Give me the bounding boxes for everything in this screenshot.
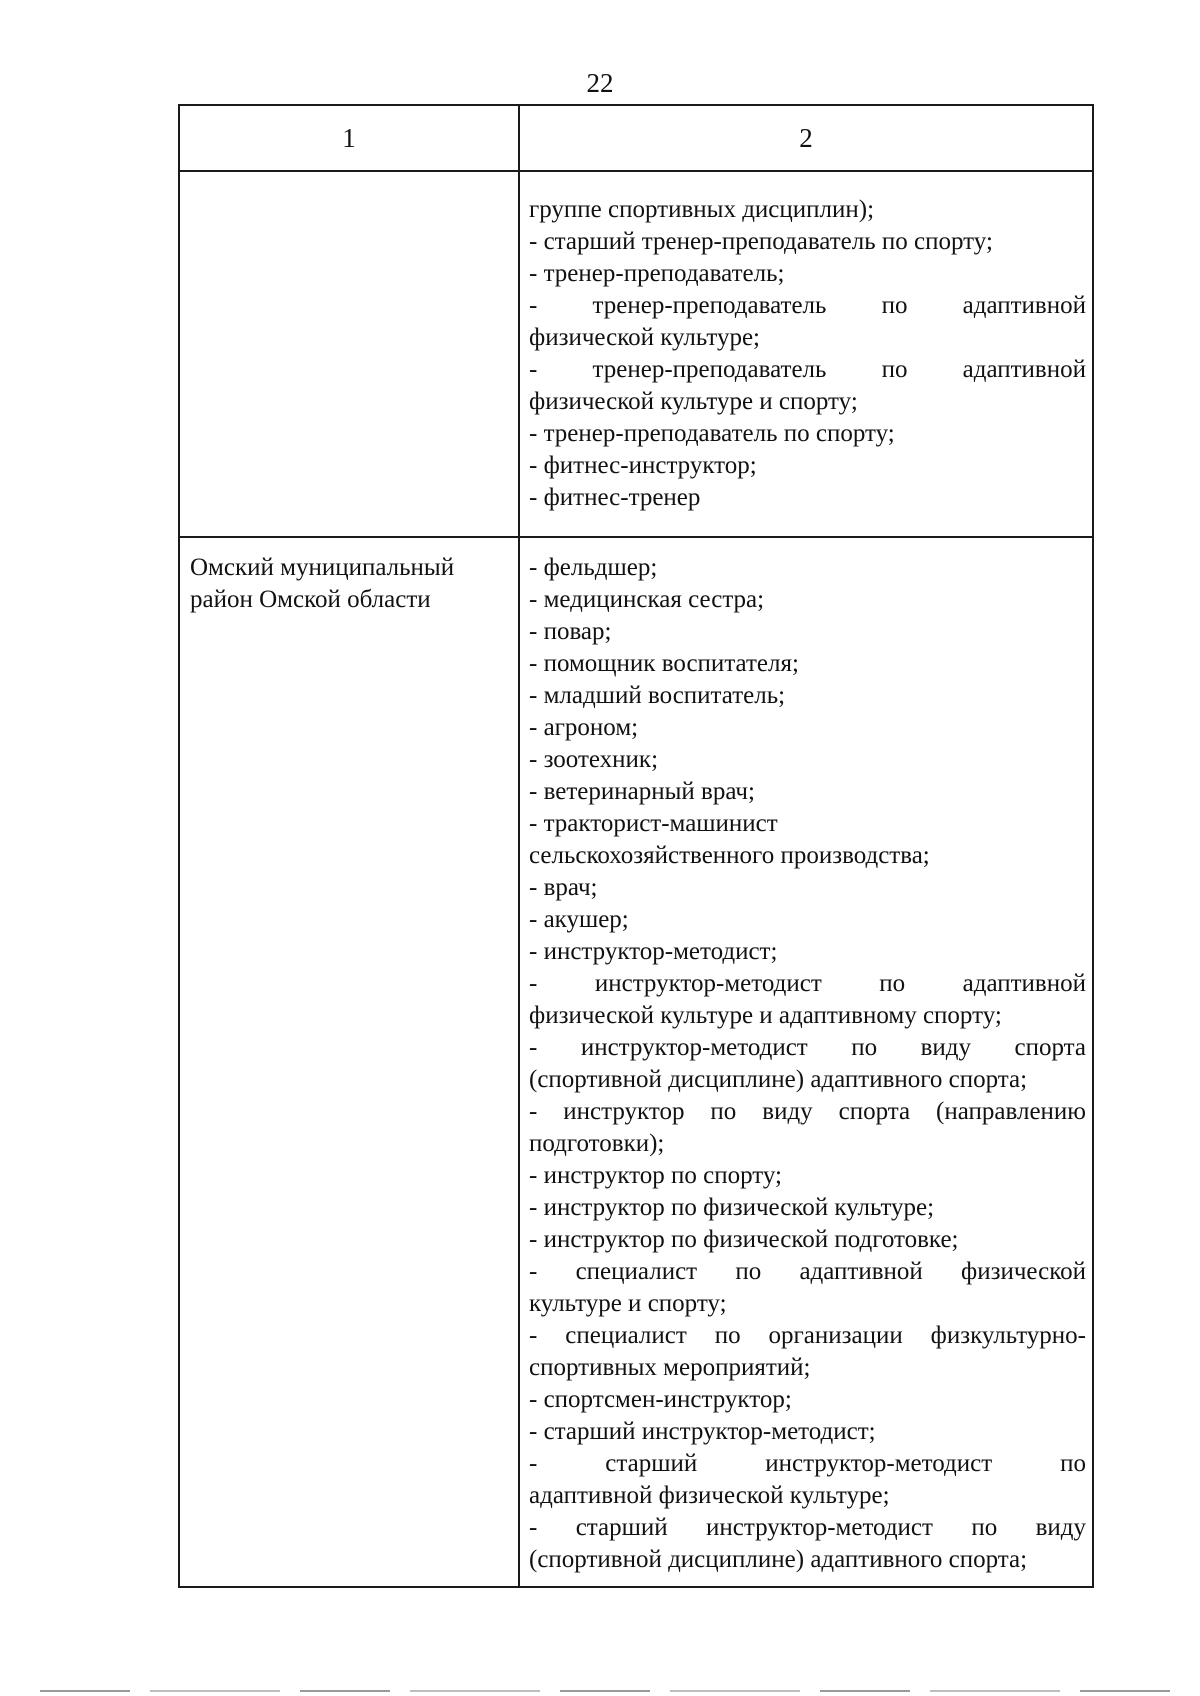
position-line: - тренер-преподаватель по спорту; xyxy=(529,420,895,447)
position-line: - инструктор по спорту; xyxy=(529,1162,782,1189)
position-line: - акушер; xyxy=(529,906,629,933)
region-cell xyxy=(179,537,519,1587)
position-line: - тренер-преподаватель по адаптивной xyxy=(529,292,1086,319)
position-line: - старший инструктор-методист; xyxy=(529,1418,876,1445)
position-line: - старший тренер-преподаватель по спорту; xyxy=(529,228,993,255)
table-row xyxy=(179,537,1093,1587)
position-line: - специалист по организации физкультурно- xyxy=(529,1322,1086,1349)
position-line: - инструктор-методист; xyxy=(529,938,778,965)
position-line: - инструктор-методист по виду спорта xyxy=(529,1034,1086,1061)
region-name: Омский муниципальный район Омской области xyxy=(190,554,455,613)
position-line: (спортивной дисциплине) адаптивного спорта; xyxy=(529,1066,1028,1093)
position-line: сельскохозяйственного производства; xyxy=(529,842,930,869)
position-line: - ветеринарный врач; xyxy=(529,778,755,805)
position-line: - помощник воспитателя; xyxy=(529,650,799,677)
position-line: - врач; xyxy=(529,874,598,901)
position-line: - младший воспитатель; xyxy=(529,682,786,709)
scan-edge-line xyxy=(40,1690,1190,1692)
position-line: - инструктор по виду спорта (направлению xyxy=(529,1098,1086,1125)
position-line: - инструктор-методист по адаптивной xyxy=(529,970,1086,997)
position-line: - старший инструктор-методист по виду xyxy=(529,1514,1086,1541)
region-cell xyxy=(179,171,519,537)
position-line: - агроном; xyxy=(529,714,639,741)
position-line: адаптивной физической культуре; xyxy=(529,1482,890,1509)
positions-table xyxy=(178,104,1094,1588)
position-line: культуре и спорту; xyxy=(529,1290,727,1317)
position-line: - фельдшер; xyxy=(529,554,658,581)
position-line: физической культуре; xyxy=(529,324,760,351)
position-line: - фитнес-инструктор; xyxy=(529,452,757,479)
position-line: спортивных мероприятий; xyxy=(529,1354,811,1381)
positions-cell xyxy=(519,171,1093,537)
position-line: - тракторист-машинист xyxy=(529,810,778,837)
position-line: (спортивной дисциплине) адаптивного спорта; xyxy=(529,1546,1028,1573)
position-line: - зоотехник; xyxy=(529,746,659,773)
column-header-1: 1 xyxy=(179,105,519,171)
table-header-row xyxy=(179,105,1093,171)
position-line: - инструктор по физической подготовке; xyxy=(529,1226,959,1253)
position-line: - тренер-преподаватель; xyxy=(529,260,785,287)
position-line: физической культуре и адаптивному спорту; xyxy=(529,1002,1002,1029)
position-line: - спортсмен-инструктор; xyxy=(529,1386,792,1413)
position-line: - специалист по адаптивной физической xyxy=(529,1258,1086,1285)
column-header-2: 2 xyxy=(519,105,1093,171)
position-line: - старший инструктор-методист по xyxy=(529,1450,1086,1477)
table-row xyxy=(179,171,1093,537)
position-line: - инструктор по физической культуре; xyxy=(529,1194,935,1221)
page-number: 22 xyxy=(586,68,614,98)
position-line: физической культуре и спорту; xyxy=(529,388,858,415)
positions-cell xyxy=(519,537,1093,1587)
position-line: - повар; xyxy=(529,618,612,645)
position-line: - тренер-преподаватель по адаптивной xyxy=(529,356,1086,383)
position-line: - фитнес-тренер xyxy=(529,484,701,511)
position-line: - медицинская сестра; xyxy=(529,586,765,613)
position-line: группе спортивных дисциплин); xyxy=(529,196,875,223)
position-line: подготовки); xyxy=(529,1130,665,1157)
